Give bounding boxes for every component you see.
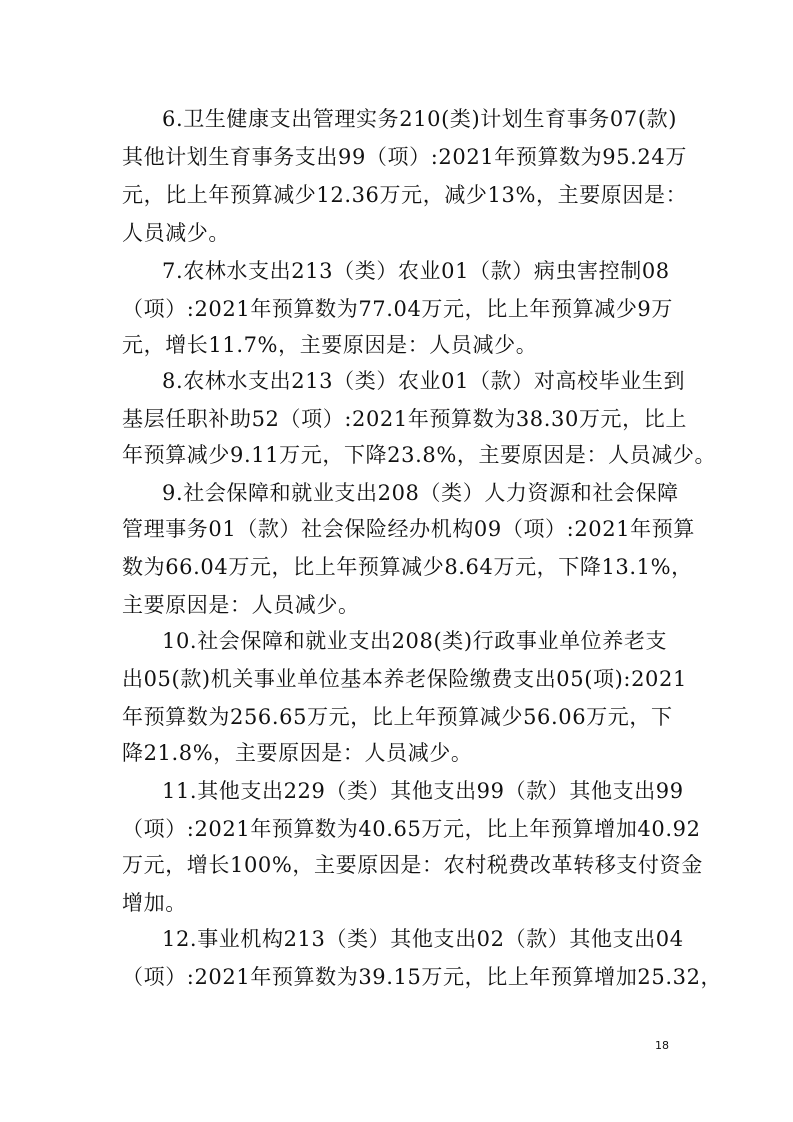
paragraph-12-line-2: （项）:2021年预算数为39.15万元，比上年预算增加25.32， — [122, 965, 723, 989]
paragraph-6-line-4: 人员减少。 — [122, 221, 230, 245]
paragraph-9-line-2: 管理事务01（款）社会保险经办机构09（项）:2021年预算 — [122, 517, 695, 541]
paragraph-7-line-3: 元，增长11.7%，主要原因是：人员减少。 — [122, 333, 538, 357]
paragraph-12-line-1: 12.事业机构213（类）其他支出02（款）其他支出04 — [162, 927, 684, 951]
paragraph-9-line-4: 主要原因是：人员减少。 — [122, 593, 360, 617]
paragraph-6-line-2: 其他计划生育事务支出99（项）:2021年预算数为95.24万 — [122, 145, 687, 169]
paragraph-7-line-1: 7.农林水支出213（类）农业01（款）病虫害控制08 — [162, 259, 670, 283]
paragraph-10-line-3: 年预算数为256.65万元，比上年预算减少56.06万元，下 — [122, 705, 673, 729]
paragraph-11-line-2: （项）:2021年预算数为40.65万元，比上年预算增加40.92 — [122, 817, 701, 841]
paragraph-11-line-4: 增加。 — [122, 891, 187, 915]
paragraph-6-line-3: 元，比上年预算减少12.36万元，减少13%，主要原因是： — [122, 183, 688, 207]
paragraph-6-line-1: 6.卫生健康支出管理实务210(类)计划生育事务07(款) — [162, 107, 678, 131]
page-number: 18 — [655, 1039, 669, 1052]
paragraph-9-line-1: 9.社会保障和就业支出208（类）人力资源和社会保障 — [162, 481, 679, 505]
paragraph-8-line-1: 8.农林水支出213（类）农业01（款）对高校毕业生到 — [162, 369, 686, 393]
paragraph-8-line-2: 基层任职补助52（项）:2021年预算数为38.30万元，比上 — [122, 407, 687, 431]
paragraph-11-line-3: 万元，增长100%，主要原因是：农村税费改革转移支付资金 — [122, 853, 703, 877]
paragraph-8-line-3: 年预算减少9.11万元，下降23.8%，主要原因是：人员减少。 — [122, 443, 717, 467]
paragraph-10-line-4: 降21.8%，主要原因是：人员减少。 — [122, 741, 473, 765]
paragraph-10-line-1: 10.社会保障和就业支出208(类)行政事业单位养老支 — [162, 629, 668, 653]
paragraph-10-line-2: 出05(款)机关事业单位基本养老保险缴费支出05(项):2021 — [122, 667, 687, 691]
paragraph-7-line-2: （项）:2021年预算数为77.04万元，比上年预算减少9万 — [122, 297, 673, 321]
paragraph-11-line-1: 11.其他支出229（类）其他支出99（款）其他支出99 — [162, 779, 684, 803]
paragraph-9-line-3: 数为66.04万元，比上年预算减少8.64万元，下降13.1%， — [122, 555, 693, 579]
